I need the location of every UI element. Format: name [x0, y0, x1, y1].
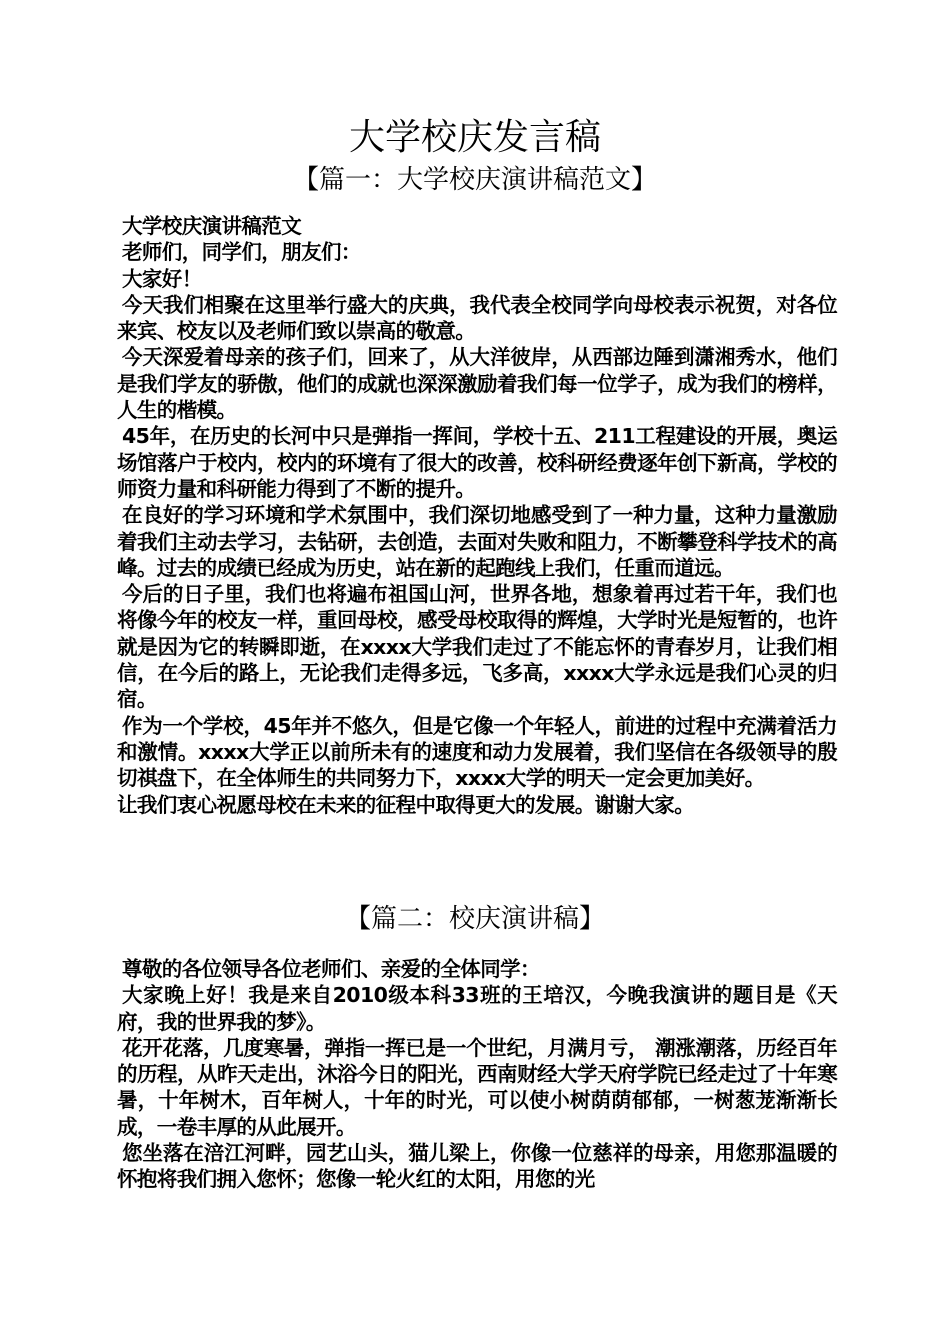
paragraph: 今后的日子里，我们也将遍布祖国山河，世界各地，想象着再过若干年，我们也将像今年的校友一样，重回母校，感受母校取得的辉煌，大学时光是短暂的，也许就是因为它的转瞬即逝，在xxxx大学我们走过了不能忘怀的青春岁月，让我们相信，在今后的路上，无论我们走得多远，飞多高，xxxx大学永远是我们心灵的归宿。: [117, 582, 837, 712]
paragraph: 您坐落在涪江河畔，园艺山头，猫儿梁上，你像一位慈祥的母亲，用您那温暖的怀抱将我们拥入您怀；您像一轮火红的太阳，用您的光: [117, 1141, 837, 1192]
paragraph: 让我们衷心祝愿母校在未来的征程中取得更大的发展。谢谢大家。: [117, 792, 695, 817]
section-1-body: [117, 213, 837, 818]
paragraph: 大家好！: [122, 266, 202, 291]
section-2-body: [117, 956, 837, 1193]
paragraph: 大家晚上好！我是来自2010级本科33班的王培汉，今晚我演讲的题目是《天府，我的世界我的梦》。: [117, 983, 837, 1034]
paragraph: 45年，在历史的长河中只是弹指一挥间，学校十五、211工程建设的开展，奥运场馆落户于校内，校内的环境有了很大的改善，校科研经费逐年创下新高，学校的师资力量和科研能力得到了不断的提升。: [117, 424, 837, 501]
paragraph: 老师们，同学们，朋友们：: [122, 240, 361, 265]
document-title: 大学校庆发言稿: [348, 117, 601, 158]
section-heading-2: 【篇二：校庆演讲稿】: [344, 904, 605, 934]
paragraph: 尊敬的各位领导各位老师们、亲爱的全体同学：: [122, 957, 540, 981]
paragraph: 在良好的学习环境和学术氛围中，我们深切地感受到了一种力量，这种力量激励着我们主动去学习，去钻研，去创造，去面对失败和阻力，不断攀登科学技术的高峰。过去的成绩已经成为历史，站在新的起跑线上我们，任重而道远。: [117, 503, 837, 580]
paragraph: 作为一个学校，45年并不悠久，但是它像一个年轻人，前进的过程中充满着活力和激情。xxxx大学正以前所未有的速度和动力发展着，我们坚信在各级领导的殷切祺盘下，在全体师生的共同努力下，xxxx大学的明天一定会更加美好。: [117, 713, 837, 791]
paragraph: 今天深爱着母亲的孩子们，回来了，从大洋彼岸，从西部边陲到潇湘秀水，他们是我们学友的骄傲，他们的成就也深深激励着我们每一位学子，成为我们的榜样，人生的楷模。: [117, 345, 837, 423]
paragraph: 今天我们相聚在这里举行盛大的庆典，我代表全校同学向母校表示祝贺，对各位来宾、校友以及老师们致以崇高的敬意。: [117, 292, 837, 344]
paragraph: 花开花落，几度寒暑，弹指一挥已是一个世纪，月满月亏， 潮涨潮落，历经百年的历程，从昨天走出，沐浴今日的阳光，西南财经大学天府学院已经走过了十年寒暑，十年树木，百年树人，十年的时光，可以使小树荫荫郁郁，一树葱茏渐渐长成，一卷丰厚的从此展开。: [117, 1035, 837, 1139]
section-heading-1: 【篇一：大学校庆演讲稿范文】: [292, 165, 657, 195]
paragraph: 大学校庆演讲稿范文: [122, 214, 302, 238]
